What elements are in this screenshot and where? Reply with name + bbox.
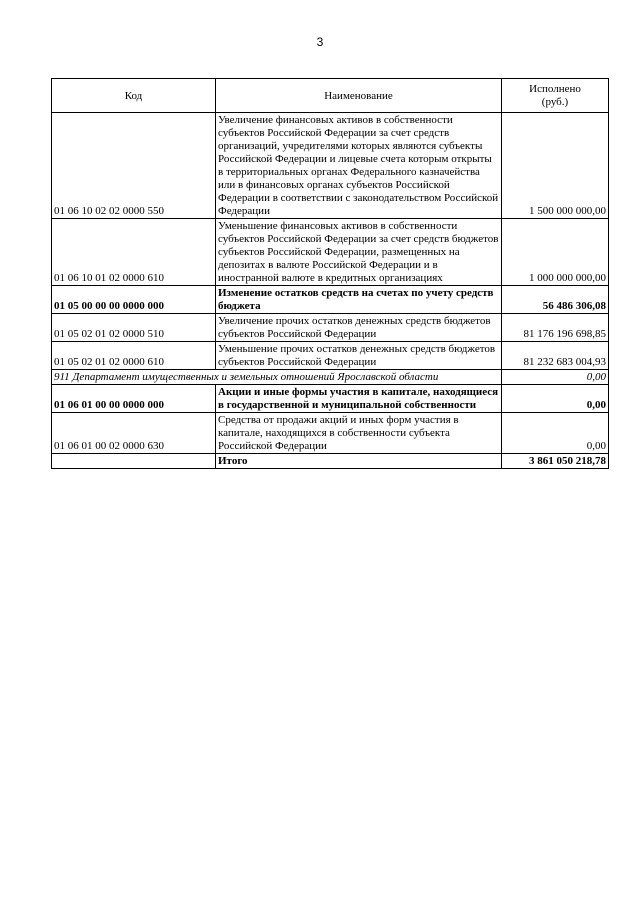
table-row-summary: [52, 385, 609, 413]
row-name: Изменение остатков средств на счетах по учету средств бюджета: [216, 286, 502, 314]
total-empty-cell: [52, 454, 216, 469]
table-header-row: [52, 79, 609, 113]
header-amount-line2: (руб.): [541, 96, 569, 108]
total-label: Итого: [216, 454, 502, 469]
row-amount: 0,00: [502, 385, 609, 413]
row-code: 01 06 01 00 00 0000 000: [52, 385, 216, 413]
budget-sources-table: [51, 78, 609, 469]
total-row: [52, 454, 609, 469]
table-row: [52, 314, 609, 342]
table-row: [52, 413, 609, 454]
row-name: Увеличение финансовых активов в собственности субъектов Российской Федерации за счет средств организаций, учредителями которых являются субъекты Российской Федерации и лицевые счета которым открыты в территориальных органах Федерального казначейства или в финансовых органах субъектов Российской Федерации в соответствии с законодательством Российской Федерации: [216, 113, 502, 219]
table-row: [52, 219, 609, 286]
table-row-summary: [52, 286, 609, 314]
department-row: [52, 370, 609, 385]
table-row: [52, 342, 609, 370]
row-amount: 0,00: [502, 413, 609, 454]
department-title: 911 Департамент имущественных и земельных отношений Ярославской области: [52, 370, 502, 385]
row-name: Уменьшение финансовых активов в собственности субъектов Российской Федерации за счет средств бюджетов субъектов Российской Федерации, размещенных на депозитах в валюте Российской Федерации и в иностранной валюте в кредитных организациях: [216, 219, 502, 286]
row-name: Уменьшение прочих остатков денежных средств бюджетов субъектов Российской Федерации: [216, 342, 502, 370]
row-amount: 1 500 000 000,00: [502, 113, 609, 219]
row-amount: 1 000 000 000,00: [502, 219, 609, 286]
row-name: Средства от продажи акций и иных форм участия в капитале, находящихся в собственности субъекта Российской Федерации: [216, 413, 502, 454]
table-row: [52, 113, 609, 219]
row-amount: 56 486 306,08: [502, 286, 609, 314]
row-code: 01 06 01 00 02 0000 630: [52, 413, 216, 454]
page-number: 3: [316, 35, 324, 49]
header-code: Код: [52, 79, 216, 113]
row-name: Увеличение прочих остатков денежных средств бюджетов субъектов Российской Федерации: [216, 314, 502, 342]
header-amount-line1: Исполнено: [529, 83, 581, 95]
header-name: Наименование: [216, 79, 502, 113]
row-amount: 81 176 196 698,85: [502, 314, 609, 342]
row-code: 01 05 02 01 02 0000 610: [52, 342, 216, 370]
row-code: 01 06 10 01 02 0000 610: [52, 219, 216, 286]
row-code: 01 06 10 02 02 0000 550: [52, 113, 216, 219]
row-code: 01 05 00 00 00 0000 000: [52, 286, 216, 314]
row-name: Акции и иные формы участия в капитале, находящиеся в государственной и муниципальной собственности: [216, 385, 502, 413]
total-amount: 3 861 050 218,78: [502, 454, 609, 469]
row-amount: 81 232 683 004,93: [502, 342, 609, 370]
row-code: 01 05 02 01 02 0000 510: [52, 314, 216, 342]
header-amount: [502, 79, 609, 113]
department-amount: 0,00: [502, 370, 609, 385]
